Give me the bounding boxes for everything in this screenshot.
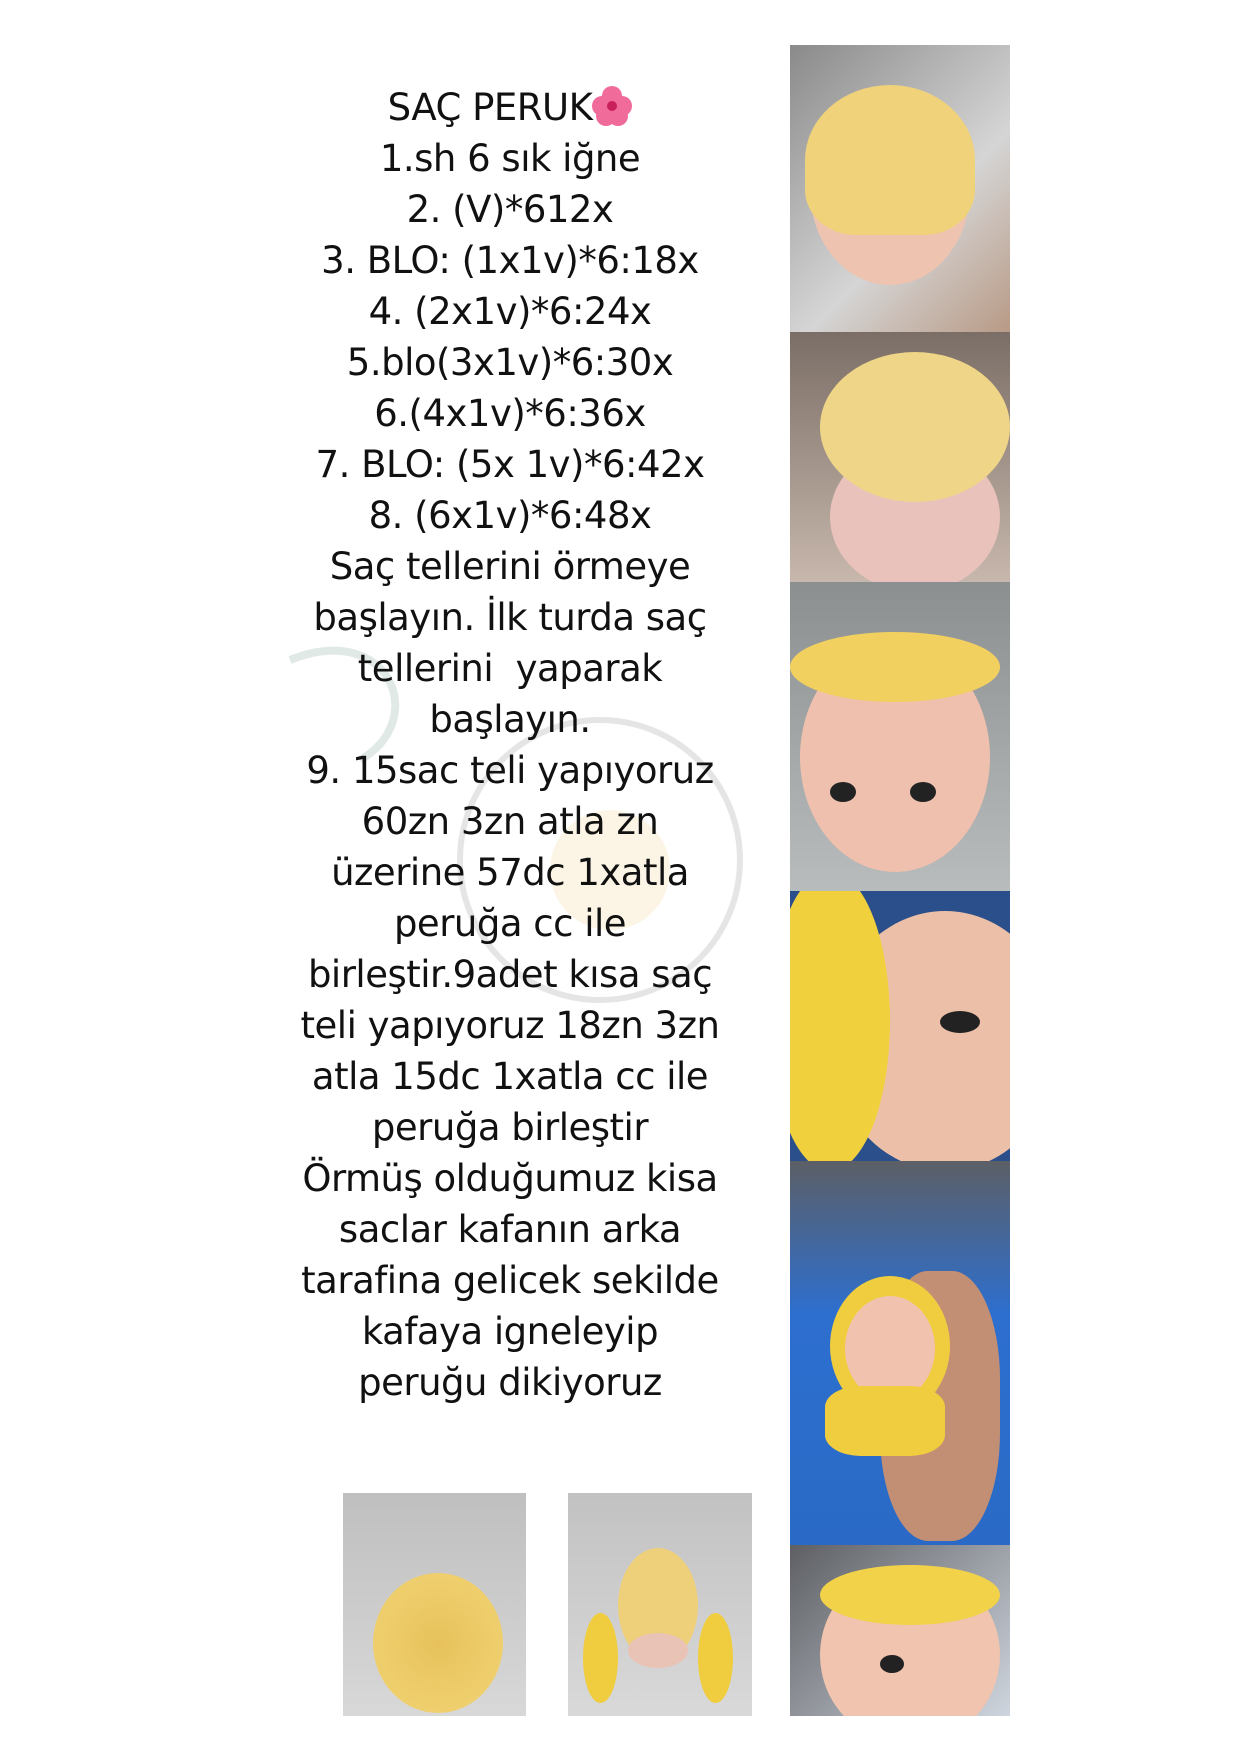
photo-head-in-hand-blue xyxy=(790,1161,1010,1545)
pattern-line: başlayın. xyxy=(429,698,591,741)
pattern-line: 6.(4x1v)*6:36x xyxy=(374,392,646,435)
pattern-line: tellerini yaparak xyxy=(357,647,663,690)
pattern-line: saclar kafanın arka xyxy=(338,1208,682,1251)
photo-wig-top-pinned xyxy=(790,45,1010,332)
pattern-line: 3. BLO: (1x1v)*6:18x xyxy=(321,239,699,282)
pattern-line: 8. (6x1v)*6:48x xyxy=(368,494,652,537)
photo-wig-side-pinned xyxy=(790,332,1010,582)
pattern-line: peruğa birleştir xyxy=(371,1106,649,1149)
pattern-line: birleştir.9adet kısa saç xyxy=(307,953,713,996)
pattern-line: 5.blo(3x1v)*6:30x xyxy=(346,341,674,384)
photo-face-with-hair-bangs xyxy=(790,582,1010,891)
photo-finished-face xyxy=(790,1545,1010,1716)
pattern-line: peruğa cc ile xyxy=(393,902,627,945)
pattern-line: Örmüş olduğumuz kisa xyxy=(302,1157,718,1200)
photo-closeup-face-curls xyxy=(790,891,1010,1161)
pattern-line: kafaya igneleyip xyxy=(361,1310,659,1353)
hibiscus-flower-icon xyxy=(592,86,632,126)
pattern-line: 4. (2x1v)*6:24x xyxy=(368,290,652,333)
pattern-text xyxy=(250,82,770,1408)
pattern-line: 1.sh 6 sık iğne xyxy=(379,137,641,180)
pattern-line: 60zn 3zn atla zn xyxy=(361,800,659,843)
pattern-line: Saç tellerini örmeye xyxy=(329,545,691,588)
photo-wig-top-view xyxy=(343,1493,526,1716)
pattern-line: tarafina gelicek sekilde xyxy=(301,1259,719,1302)
pattern-line: 2. (V)*612x xyxy=(406,188,614,231)
pattern-line: teli yapıyoruz 18zn 3zn xyxy=(300,1004,720,1047)
photo-wig-back-view xyxy=(568,1493,752,1716)
pattern-line: peruğu dikiyoruz xyxy=(358,1361,662,1404)
pattern-line: 7. BLO: (5x 1v)*6:42x xyxy=(315,443,705,486)
pattern-line: 9. 15sac teli yapıyoruz xyxy=(306,749,714,792)
pattern-line: başlayın. İlk turda saç xyxy=(313,596,707,639)
pattern-line: üzerine 57dc 1xatla xyxy=(331,851,689,894)
pattern-line: atla 15dc 1xatla cc ile xyxy=(311,1055,709,1098)
pattern-title: SAÇ PERUK xyxy=(250,82,770,133)
